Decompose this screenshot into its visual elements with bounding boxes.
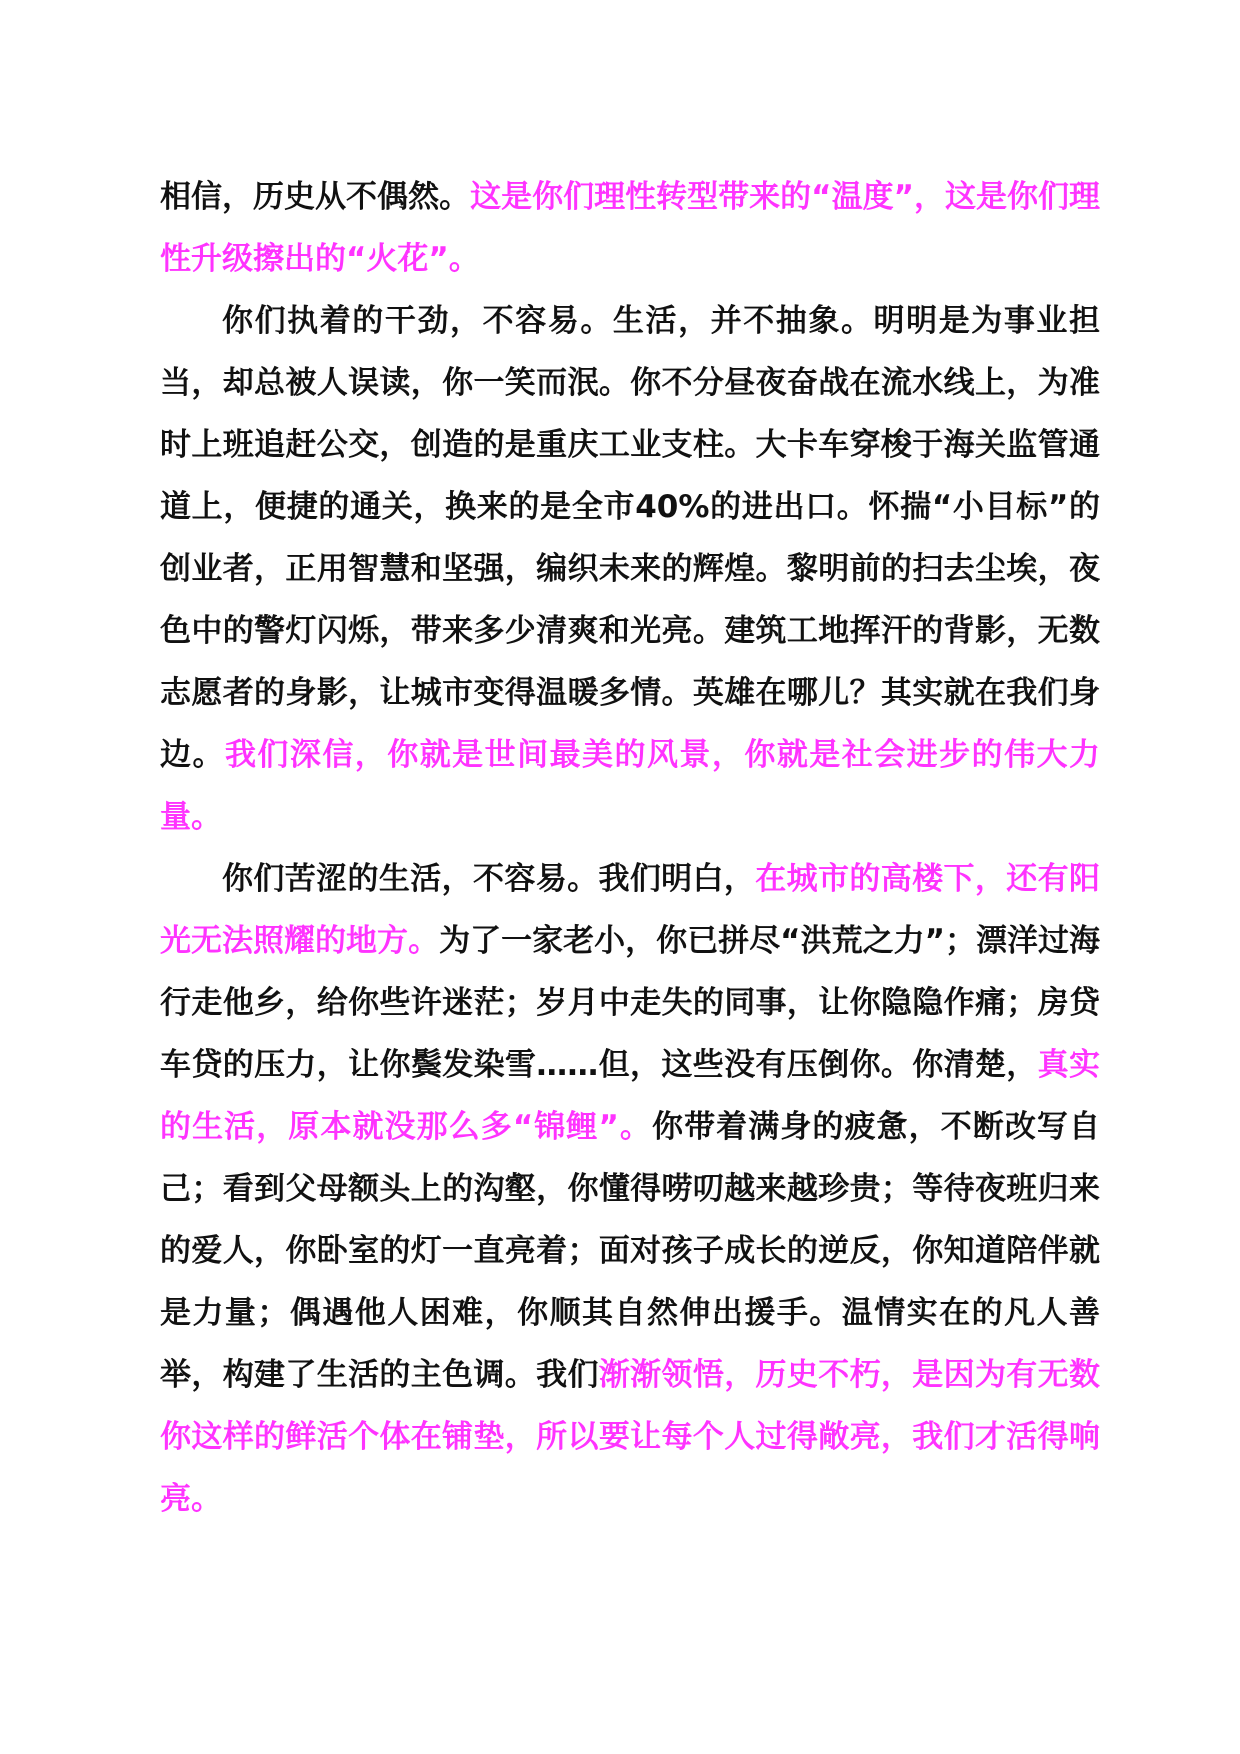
paragraph-2-highlight: 我们深信，你就是世间最美的风景，你就是社会进步的伟大力量。 — [160, 737, 1101, 835]
paragraph-1-text: 相信，历史从不偶然。 — [160, 179, 471, 215]
paragraph-2-text: 你们执着的干劲，不容易。生活，并不抽象。明明是为事业担当，却总被人误读，你一笑而泯。你不分昼夜奋战在流水线上，为准时上班追赶公交，创造的是重庆工业支柱。大卡车穿梭于海关监管通道上，便捷的通关，换来的是全市40%的进出口。怀揣“小目标”的创业者，正用智慧和坚强，编织未来的辉煌。黎明前的扫去尘埃，夜色中的警灯闪烁，带来多少清爽和光亮。建筑工地挥汗的背影，无数志愿者的身影，让城市变得温暖多情。英雄在哪儿？其实就在我们身边。 — [160, 303, 1100, 773]
paragraph-1 — [160, 166, 1100, 290]
paragraph-3-text-3: 你带着满身的疲惫，不断改写自己；看到父母额头上的沟壑，你懂得唠叨越来越珍贵；等待夜班归来的爱人，你卧室的灯一直亮着；面对孩子成长的逆反，你知道陪伴就是力量；偶遇他人困难，你顺其自然伸出援手。温情实在的凡人善举，构建了生活的主色调。我们 — [160, 1109, 1101, 1393]
paragraph-1-highlight: 这是你们理性转型带来的“温度”，这是你们理性升级擦出的“火花”。 — [160, 179, 1101, 277]
paragraph-3-highlight-3: 渐渐领悟，历史不朽，是因为有无数你这样的鲜活个体在铺垫，所以要让每个人过得敞亮，我们才活得响亮。 — [160, 1357, 1100, 1517]
paragraph-2 — [160, 290, 1100, 848]
paragraph-3-highlight-1: 在城市的高楼下，还有阳光无法照耀的地方。 — [160, 861, 1100, 959]
paragraph-3-text-1: 你们苦涩的生活，不容易。我们明白， — [222, 861, 756, 897]
paragraph-3 — [160, 848, 1100, 1530]
paragraph-3-highlight-2: 真实的生活，原本就没那么多“锦鲤”。 — [160, 1047, 1100, 1145]
article-body — [160, 166, 1100, 1530]
paragraph-3-text-2: 为了一家老小，你已拼尽“洪荒之力”；漂洋过海行走他乡，给你些许迷茫；岁月中走失的同事，让你隐隐作痛；房贷车贷的压力，让你鬓发染雪……但，这些没有压倒你。你清楚， — [160, 923, 1100, 1083]
